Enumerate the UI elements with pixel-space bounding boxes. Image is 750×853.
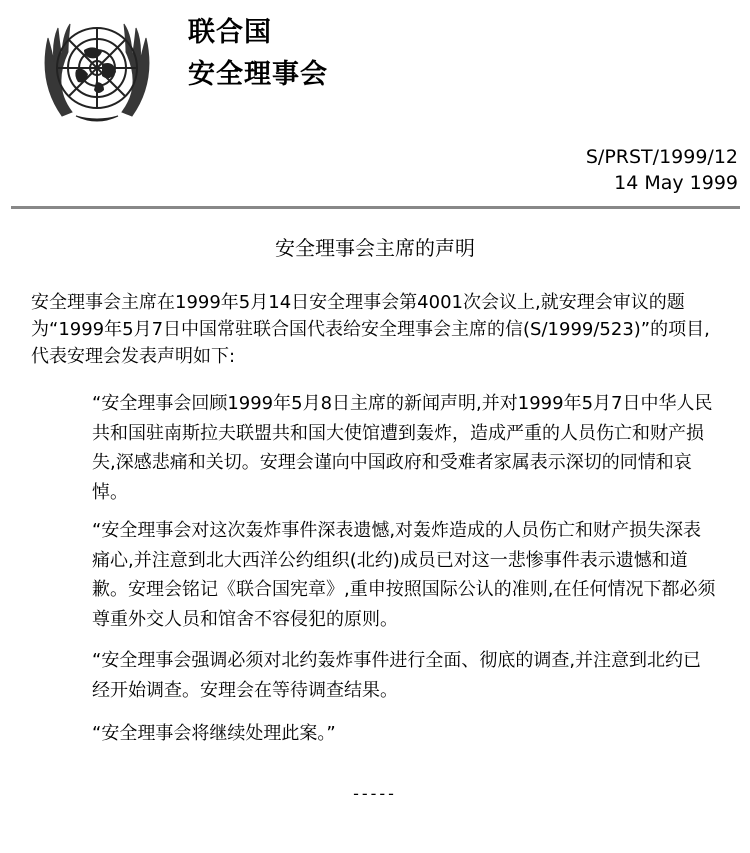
statement-title: 安全理事会主席的声明 xyxy=(275,236,475,260)
un-emblem-icon xyxy=(32,12,162,130)
organization-name-line2: 安全理事会 xyxy=(188,59,328,90)
document-symbol: S/PRST/1999/12 xyxy=(585,146,738,168)
end-mark: ----- xyxy=(353,784,397,803)
statement-paragraph-1: “安全理事会回顾1999年5月8日主席的新闻声明,并对1999年5月7日中华人民共和国驻南斯拉夫联盟共和国大使馆遭到轰炸，造成严重的人员伤亡和财产损失,深感悲痛和关切。安理会谨向中国政府和受难者家属表示深切的同情和哀悼。 xyxy=(92,393,713,503)
statement-paragraph-3: “安全理事会强调必须对北约轰炸事件进行全面、彻底的调查,并注意到北约已经开始调查。安理会在等待调查结果。 xyxy=(92,650,702,701)
organization-name-line1: 联合国 xyxy=(188,17,272,48)
statement-paragraph-4: “安全理事会将继续处理此案。” xyxy=(92,723,336,744)
document-meta xyxy=(586,144,738,196)
header-divider xyxy=(11,206,740,209)
organization-name xyxy=(188,12,328,96)
intro-paragraph: 安全理事会主席在1999年5月14日安全理事会第4001次会议上,就安理会审议的题为“1999年5月7日中国常驻联合国代表给安全理事会主席的信(S/1999/523)”的项目,代表安理会发表声明如下: xyxy=(31,292,710,367)
statement-paragraph-2: “安全理事会对这次轰炸事件深表遗憾,对轰炸造成的人员伤亡和财产损失深表痛心,并注意到北大西洋公约组织(北约)成员已对这一悲惨事件表示遗憾和道歉。安理会铭记《联合国宪章》,重申按照国际公认的准则,在任何情况下都必须尊重外交人员和馆舍不容侵犯的原则。 xyxy=(92,520,716,630)
document-date: 14 May 1999 xyxy=(614,172,738,194)
